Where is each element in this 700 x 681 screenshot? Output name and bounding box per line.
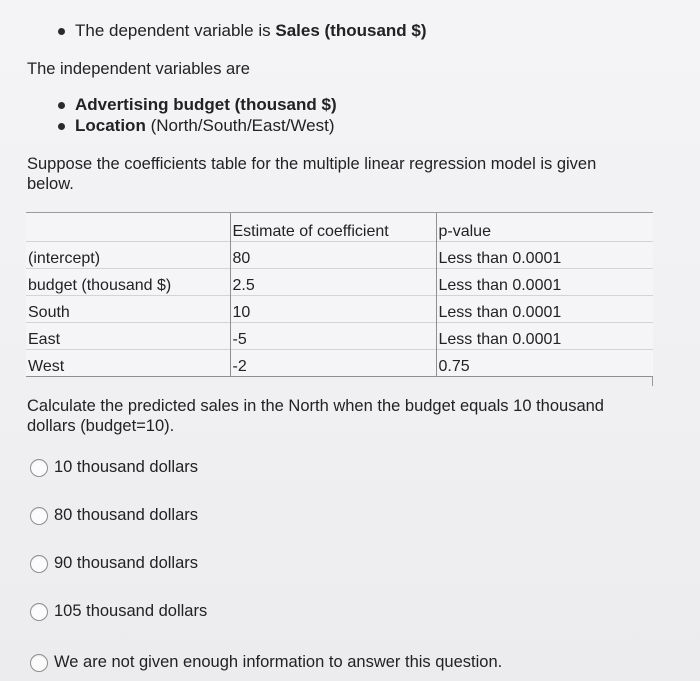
table-cell: Less than 0.0001 <box>436 242 653 269</box>
table-header-cell <box>26 213 230 242</box>
independent-heading: The independent variables are <box>27 60 250 78</box>
table-cell: -5 <box>230 323 436 350</box>
dependent-variable-line <box>58 21 427 41</box>
radio-button[interactable] <box>30 603 48 621</box>
bullet-icon <box>58 28 65 35</box>
coefficients-table <box>26 212 653 377</box>
option-label: We are not given enough information to answer this question. <box>54 653 503 671</box>
table-cell: 80 <box>230 242 436 269</box>
option-90-thousand[interactable] <box>30 554 198 573</box>
table-cell: budget (thousand $) <box>26 269 230 296</box>
table-cell: Less than 0.0001 <box>436 296 653 323</box>
table-cell: 0.75 <box>436 350 653 377</box>
bullet-icon <box>58 102 65 109</box>
table-row <box>26 296 653 323</box>
dependent-prefix: The dependent variable is <box>75 21 276 40</box>
table-cell: Less than 0.0001 <box>436 269 653 296</box>
table-cell: -2 <box>230 350 436 377</box>
table-cell: East <box>26 323 230 350</box>
table-row <box>26 323 653 350</box>
dependent-variable-text <box>75 21 427 41</box>
independent-bullet-budget <box>58 95 337 115</box>
bullet-rest: (North/South/East/West) <box>145 116 335 135</box>
option-not-enough-info[interactable] <box>30 653 502 672</box>
bullet-bold: Advertising budget (thousand $) <box>75 95 337 114</box>
table-header-cell: p-value <box>436 213 653 242</box>
option-10-thousand[interactable] <box>30 458 198 477</box>
dependent-variable-name: Sales (thousand $) <box>275 21 427 40</box>
option-105-thousand[interactable] <box>30 602 207 621</box>
option-label: 80 thousand dollars <box>54 506 199 524</box>
table-cell: 10 <box>230 296 436 323</box>
radio-button[interactable] <box>30 654 48 672</box>
option-label: 105 thousand dollars <box>54 602 208 620</box>
option-label: 10 thousand dollars <box>54 458 199 476</box>
radio-button[interactable] <box>30 555 48 573</box>
table-row <box>26 269 653 296</box>
option-80-thousand[interactable] <box>30 506 198 525</box>
suppose-text: Suppose the coefficients table for the multiple linear regression model is given below. <box>27 155 597 193</box>
radio-button[interactable] <box>30 507 48 525</box>
independent-bullet-location <box>58 116 335 136</box>
table-cell: 2.5 <box>230 269 436 296</box>
option-label: 90 thousand dollars <box>54 554 199 572</box>
bullet-bold: Location <box>75 116 146 135</box>
table-header-row <box>26 213 653 242</box>
table-cell: (intercept) <box>26 242 230 269</box>
table-cell: South <box>26 296 230 323</box>
table-cell: West <box>26 350 230 377</box>
question-text: Calculate the predicted sales in the North when the budget equals 10 thousand dollars (budget=10). <box>27 397 604 435</box>
table-cell: Less than 0.0001 <box>436 323 653 350</box>
table-header-cell: Estimate of coefficient <box>230 213 436 242</box>
bullet-icon <box>58 123 65 130</box>
radio-button[interactable] <box>30 459 48 477</box>
table-row <box>26 350 653 377</box>
table-row <box>26 242 653 269</box>
